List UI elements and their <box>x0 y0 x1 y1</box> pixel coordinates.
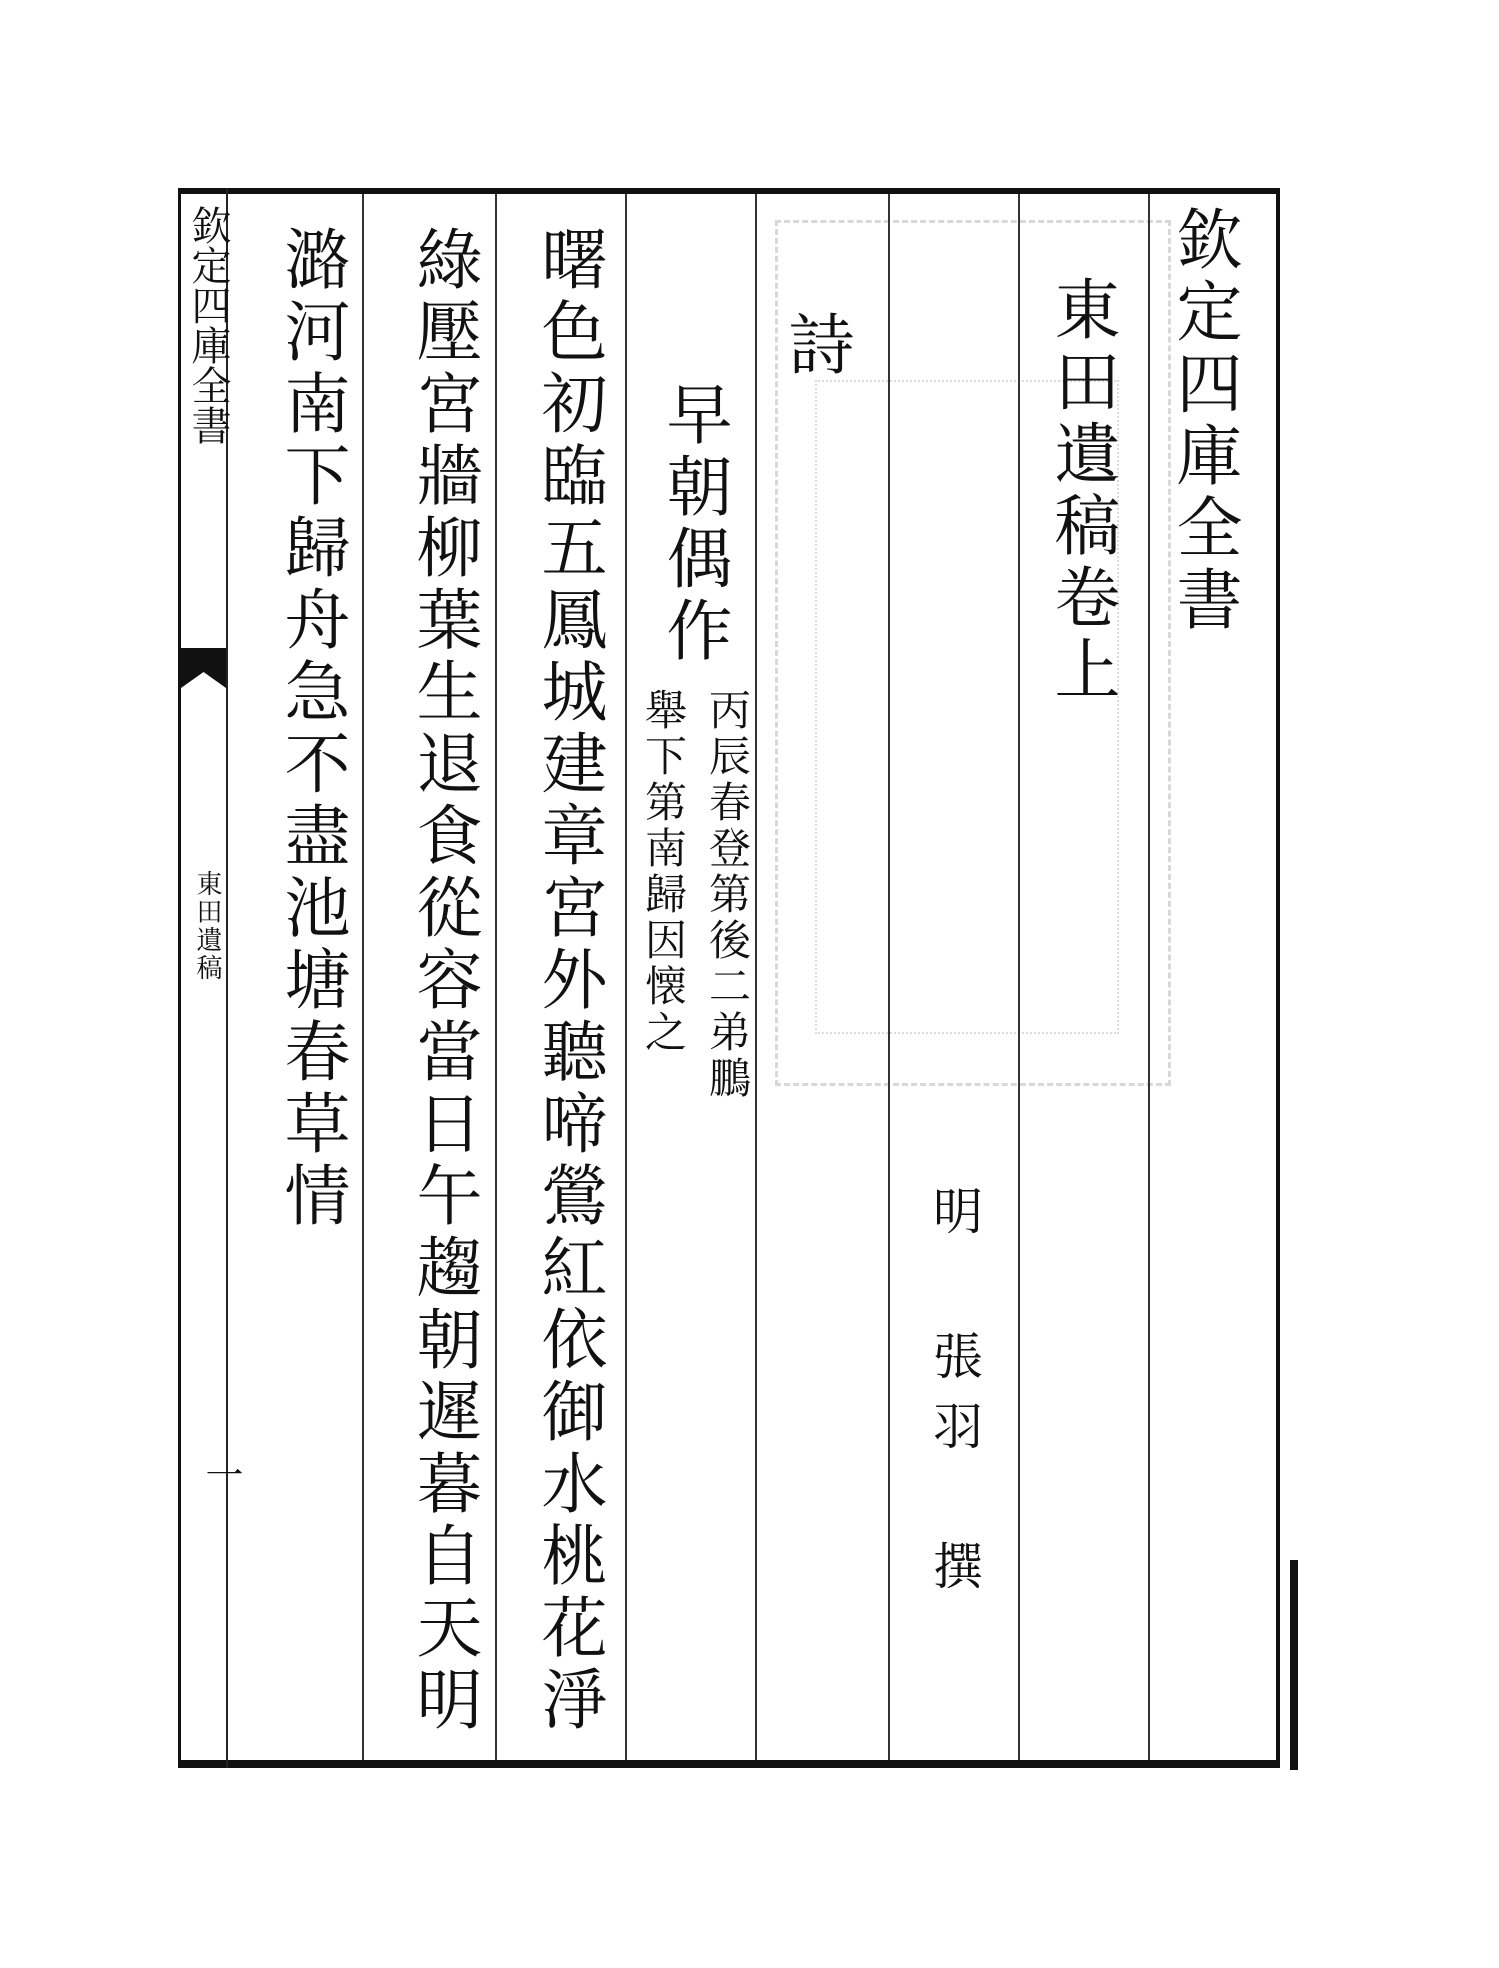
column-divider <box>625 194 627 1760</box>
column-divider <box>495 194 497 1760</box>
fishtail-marker <box>181 648 226 688</box>
frame-left-rule <box>178 188 181 1768</box>
poem-line-1: 曙色初臨五鳳城建章宮外聽啼鶯紅依御水桃花淨 <box>530 225 607 1737</box>
frame-top-rule <box>178 188 1280 194</box>
binding-edge <box>1290 1560 1298 1770</box>
frame-right-rule <box>1276 188 1280 1768</box>
poem-line-3: 潞河南下歸舟急不盡池塘春草情 <box>273 225 350 1233</box>
poem-title: 早朝偶作 <box>655 380 732 668</box>
margin-page-number: 一 <box>199 1455 243 1493</box>
author-role: 撰 <box>925 1540 983 1590</box>
column-divider <box>755 194 757 1760</box>
volume-title: 東田遺稿卷上 <box>1043 275 1120 707</box>
margin-collection-title: 欽定四庫全書 <box>185 205 231 445</box>
poem-line-2: 綠壓宮牆柳葉生退食從容當日午趨朝遲暮自天明 <box>405 225 482 1737</box>
frame-bottom-rule <box>178 1760 1280 1768</box>
poem-annotation-1: 丙辰春登第後二弟鵬 <box>703 688 752 1102</box>
column-divider <box>1148 194 1150 1760</box>
margin-book-title: 東田遺稿 <box>192 870 222 982</box>
column-divider <box>888 194 890 1760</box>
author-name: 張羽 <box>925 1330 983 1470</box>
poem-annotation-2: 舉下第南歸因懐之 <box>639 688 688 1056</box>
column-divider <box>362 194 364 1760</box>
column-divider <box>1018 194 1020 1760</box>
collection-header: 欽定四庫全書 <box>1165 205 1242 637</box>
author-dynasty: 明 <box>925 1185 983 1235</box>
section-heading: 詩 <box>777 310 854 382</box>
